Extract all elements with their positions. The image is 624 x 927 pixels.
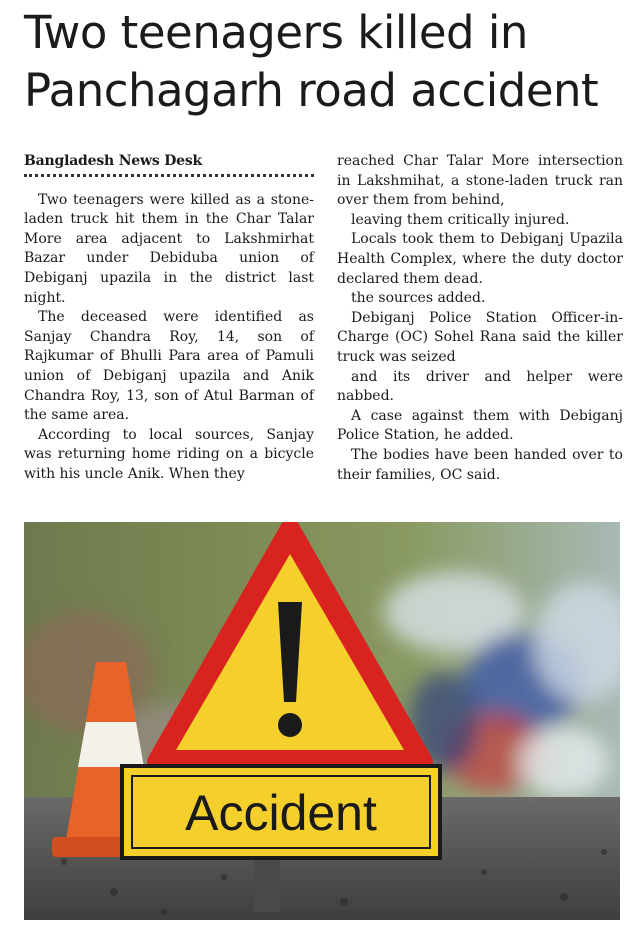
headline-line-1: Two teenagers killed in [24,6,528,59]
headline [24,4,620,120]
paragraph: Two teenagers were killed as a stone-laden truck hit them in the Char Talar More area adjacent to Lakshmirhat Bazar under Debiduba union of Debiganj upazila in the district last night. [24,191,314,306]
headline-line-2: Panchagarh road accident [24,64,599,117]
byline-divider [24,174,314,177]
article-column-right [337,152,623,485]
article-column-left [24,150,314,485]
paragraph: The bodies have been handed over to their families, OC said. [337,446,623,483]
paragraph: the sources added. [351,290,486,307]
paragraph: reached Char Talar More intersection in Lakshmihat, a stone-laden truck ran over them from behind, [337,153,623,209]
paragraph: Locals took them to Debiganj Upazila Health Complex, where the duty doctor declared them dead. [337,231,623,287]
accident-sign-text: Accident [185,785,377,841]
accident-sign [122,766,440,858]
paragraph: According to local sources, Sanjay was returning home riding on a bicycle with his uncle Anik. When they [24,426,314,482]
sign-post [254,852,280,912]
paragraph: and its driver and helper were nabbed. [337,368,623,405]
paragraph: leaving them critically injured. [351,211,570,228]
byline: Bangladesh News Desk [24,153,203,169]
paragraph: The deceased were identified as Sanjay Chandra Roy, 14, son of Rajkumar of Bhulli Para area of Pamuli union of Debiganj upazila and Anik Chandra Roy, 13, son of Atul Barman of the same area. [24,309,314,424]
paragraph: Debiganj Police Station Officer-in-Charge (OC) Sohel Rana said the killer truck was seized [337,309,623,365]
accident-photo [24,522,620,920]
paragraph: A case against them with Debiganj Police Station, he added. [337,407,623,444]
